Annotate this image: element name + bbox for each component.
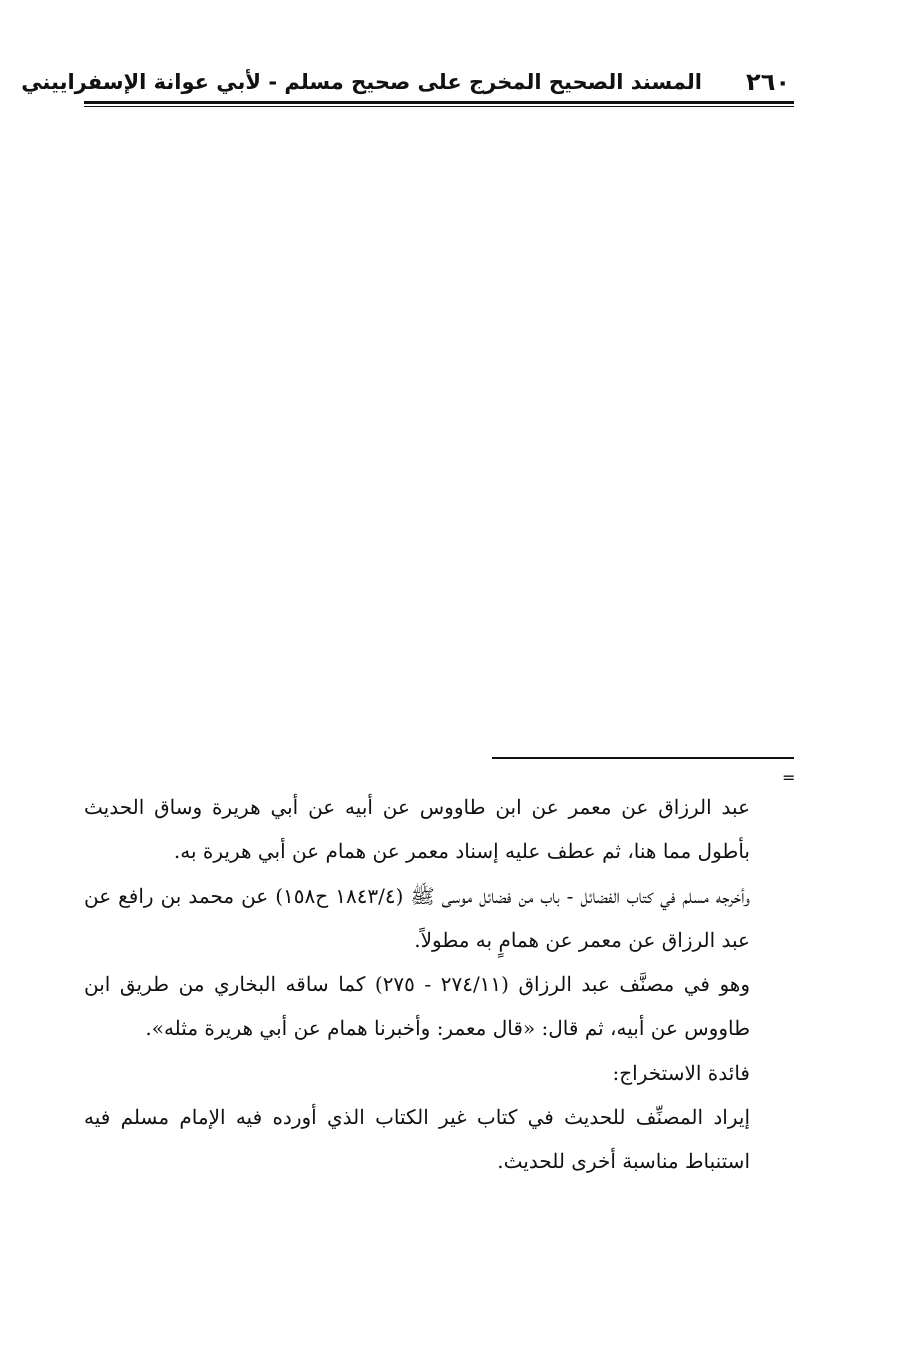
footnote-heading: فائدة الاستخراج: (612, 1060, 750, 1085)
header-rule-thin (84, 106, 794, 107)
footnote-paragraph: إيراد المصنِّف للحديث في كتاب غير الكتاب الذي أورده فيه الإمام مسلم فيه استنباط مناسبة أخرى للحديث. (84, 1105, 750, 1174)
footnote-paragraph: وهو في مصنَّف عبد الرزاق (٢٧٤/١١ - ٢٧٥) كما ساقه البخاري من طريق ابن طاووس عن أبيه، ثم قال: «قال معمر: وأخبرنا همام عن أبي هريرة مثله». (84, 972, 750, 1041)
footnote-block (84, 785, 750, 1184)
footnote-separator (492, 757, 794, 759)
footnote-continuation-mark: = (782, 768, 796, 787)
page-header (21, 66, 794, 102)
header-rule-thick (84, 101, 794, 104)
footnote-paragraph: عبد الرزاق عن معمر عن ابن طاووس عن أبيه عن أبي هريرة وساق الحديث بأطول مما هنا، ثم عطف عليه إسناد معمر عن همام عن أبي هريرة به. (84, 795, 750, 864)
running-title: المسند الصحيح المخرج على صحيح مسلم - لأبي عوانة الإسفراييني (21, 70, 702, 94)
footnote-paragraph: وأخرجه مسلم في كتاب الفضائل - باب من فضائل موسى ﷺ (١٨٤٣/٤ ح١٥٨) عن محمد بن رافع عن عبد الرزاق عن معمر عن همامٍ به مطولاً. (84, 883, 750, 952)
page-number: ٢٦٠ (746, 68, 790, 96)
